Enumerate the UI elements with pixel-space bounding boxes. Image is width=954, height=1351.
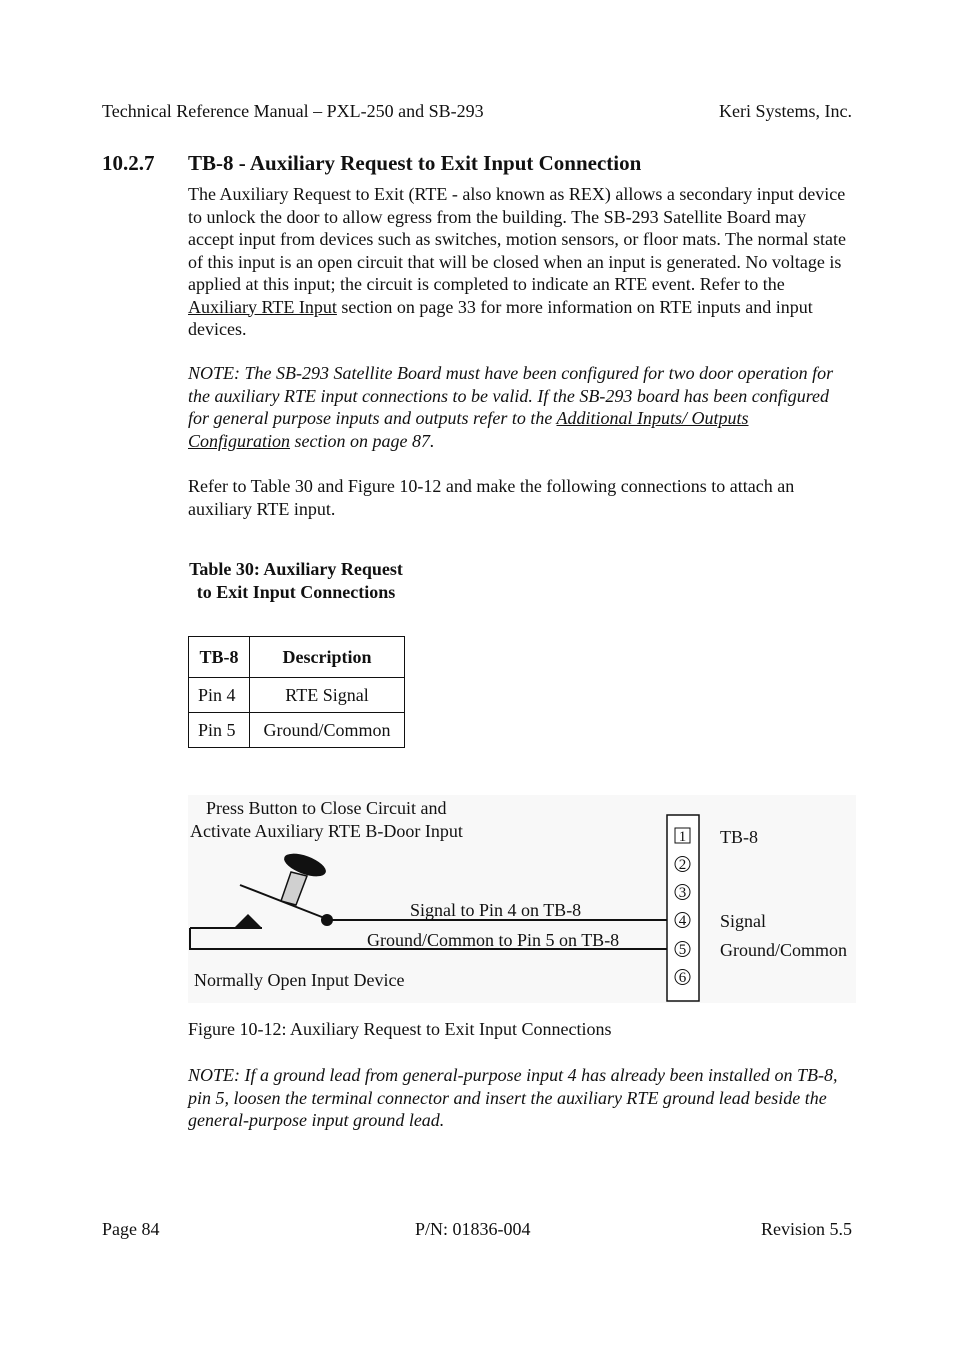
wiring-diagram xyxy=(188,795,856,1003)
para1-text-after: section on page 33 for more information on RTE inputs and input devices. xyxy=(188,296,813,339)
terminal-pin-1: 1 xyxy=(678,829,687,845)
switch-arm xyxy=(240,885,327,919)
section-number: 10.2.7 xyxy=(102,151,155,175)
table-header-tb8: TB-8 xyxy=(189,637,250,678)
note-paragraph-1 xyxy=(188,362,853,452)
note-paragraph-2: NOTE: If a ground lead from general-purpose input 4 has already been installed on TB-8, pin 5, loosen the terminal connector and insert the auxiliary RTE ground lead beside the general-purpose input ground lead. xyxy=(188,1065,838,1130)
additional-io-config-link[interactable]: Additional Inputs/ Outputs Configuration xyxy=(188,408,749,451)
table-row xyxy=(189,678,405,713)
terminal-block-label: TB-8 xyxy=(720,827,758,847)
connections-table xyxy=(188,636,405,748)
terminal-pin-3: 3 xyxy=(678,885,687,901)
note1-text-before: NOTE: The SB-293 Satellite Board must have been configured for two door operation for the auxiliary RTE input connections to be valid. If the SB-293 board has been configured for general purpose inputs and outputs refer to the xyxy=(188,363,834,428)
terminal-pin-2: 2 xyxy=(678,857,687,873)
push-button-icon xyxy=(281,849,329,905)
table-cell-description: RTE Signal xyxy=(250,678,405,713)
ground-wire-label: Ground/Common to Pin 5 on TB-8 xyxy=(367,930,620,950)
header-right: Keri Systems, Inc. xyxy=(719,101,852,121)
table-caption: Table 30: Auxiliary Request to Exit Input Connections xyxy=(189,559,403,602)
section-title: TB-8 - Auxiliary Request to Exit Input Connection xyxy=(188,151,642,175)
auxiliary-rte-input-link[interactable]: Auxiliary RTE Input xyxy=(188,296,337,317)
pin4-signal-label: Signal xyxy=(720,911,767,931)
terminal-pin-5: 5 xyxy=(678,942,687,958)
footer-revision: Revision 5.5 xyxy=(760,1219,852,1239)
terminal-pin-4: 4 xyxy=(678,913,687,929)
table-row xyxy=(189,713,405,748)
button-label-line2: Activate Auxiliary RTE B-Door Input xyxy=(190,821,463,841)
terminal-pin-6: 6 xyxy=(678,970,687,986)
button-label-line1: Press Button to Close Circuit and xyxy=(206,798,447,818)
signal-wire-label: Signal to Pin 4 on TB-8 xyxy=(410,900,582,920)
table-cell-description: Ground/Common xyxy=(250,713,405,748)
footer-page: Page 84 xyxy=(102,1219,160,1239)
section-heading xyxy=(102,151,641,176)
body-paragraph-1 xyxy=(188,183,853,341)
figure-caption: Figure 10-12: Auxiliary Request to Exit Input Connections xyxy=(188,1019,612,1039)
table-header-description: Description xyxy=(250,637,405,678)
pin5-ground-label: Ground/Common xyxy=(720,940,848,960)
para1-text-before: The Auxiliary Request to Exit (RTE - also known as REX) allows a secondary input device to unlock the door to allow egress from the building. The SB-293 Satellite Board may accept input from devices such as switches, motion sensors, or floor mats. The normal state of this input is an open circuit that will be closed when an input is generated. No voltage is applied at this input; the circuit is completed to indicate an RTE event. Refer to the xyxy=(188,184,847,294)
body-paragraph-2: Refer to Table 30 and Figure 10-12 and make the following connections to attach an auxiliary RTE input. xyxy=(188,476,795,519)
note1-text-after: section on page 87. xyxy=(290,430,435,451)
table-cell-pin: Pin 5 xyxy=(189,713,250,748)
table-header-row xyxy=(189,637,405,678)
footer-part-number: P/N: 01836-004 xyxy=(415,1219,531,1239)
table-cell-pin: Pin 4 xyxy=(189,678,250,713)
header-left: Technical Reference Manual – PXL-250 and SB-293 xyxy=(102,101,484,121)
switch-contact-icon xyxy=(234,914,262,928)
device-label: Normally Open Input Device xyxy=(194,970,405,990)
